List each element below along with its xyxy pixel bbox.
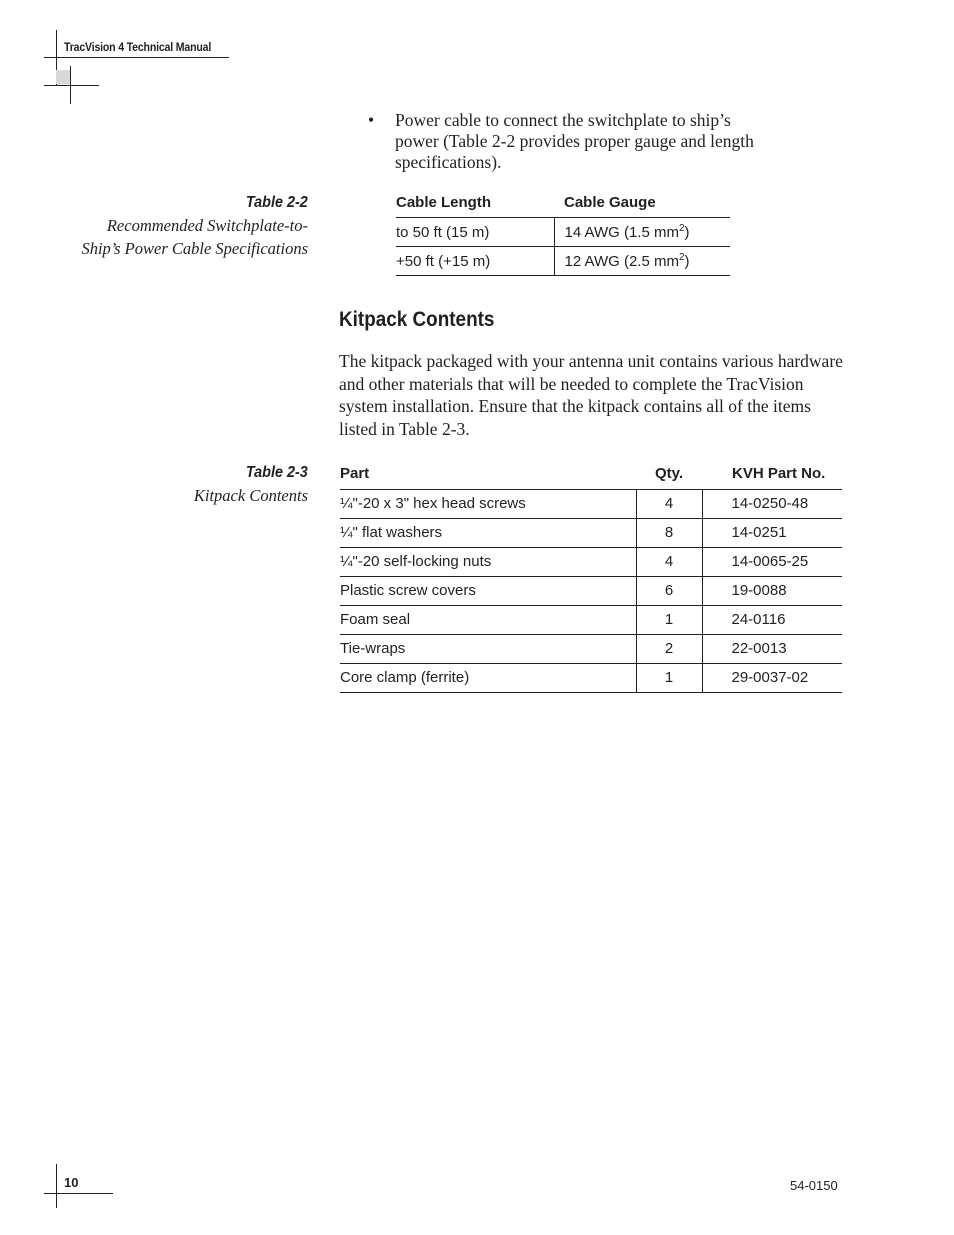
cell-part: ¼" flat washers [340,518,636,547]
cell-cable-length: to 50 ft (15 m) [396,218,554,247]
cell-part: ¼"-20 x 3" hex head screws [340,489,636,518]
cell-qty: 1 [636,605,702,634]
table-row [340,547,842,576]
gauge-close: ) [684,253,690,270]
gauge-text: 12 AWG (2.5 mm [564,253,679,270]
footer-rule [44,1193,113,1194]
cell-part: ¼"-20 self-locking nuts [340,547,636,576]
cell-cable-gauge [554,218,730,247]
cell-part: Core clamp (ferrite) [340,663,636,692]
cell-qty: 2 [636,634,702,663]
bullet-symbol: • [368,110,375,130]
section-paragraph: The kitpack packaged with your antenna unit contains various hardware and other materials that will be needed to complete the TracVision system installation. Ensure that the kitpack contains all of the items listed in Table 2-3. [339,351,843,439]
table-row [340,489,842,518]
gauge-superscript: 2 [678,223,685,234]
crop-mark-horizontal [44,85,99,86]
table-2-2-label: Table 2-2 [246,194,308,211]
cell-part-number: 14-0251 [702,518,842,547]
cell-part-number: 14-0065-25 [702,547,842,576]
gauge-close: ) [684,224,690,241]
table-row [340,605,842,634]
footer-crop-vertical [56,1164,57,1208]
cell-qty: 8 [636,518,702,547]
cell-qty: 4 [636,547,702,576]
section-heading: Kitpack Contents [339,308,495,331]
column-header-qty: Qty. [636,458,702,489]
table-row [340,576,842,605]
gauge-text: 14 AWG (1.5 mm [564,224,679,241]
table-header-row [396,188,730,218]
bullet-text: Power cable to connect the switchplate to ship’s power (Table 2-2 provides proper gauge and length specifications). [395,110,754,172]
table-2-2-description: Recommended Switchplate-to-Ship’s Power Cable Specifications [81,216,308,258]
cell-part: Foam seal [340,605,636,634]
cell-part-number: 22-0013 [702,634,842,663]
table-row [396,218,730,247]
page-number: 10 [64,1175,79,1190]
cell-part-number: 29-0037-02 [702,663,842,692]
cell-qty: 4 [636,489,702,518]
table-row [396,247,730,276]
cell-cable-length: +50 ft (+15 m) [396,247,554,276]
cell-part-number: 19-0088 [702,576,842,605]
cell-part-number: 14-0250-48 [702,489,842,518]
column-header-cable-gauge: Cable Gauge [554,188,730,218]
column-header-part-number: KVH Part No. [702,458,842,489]
cable-spec-table [396,188,730,276]
column-header-cable-length: Cable Length [396,188,554,218]
registration-square [56,70,70,84]
column-header-part: Part [340,458,636,489]
table-2-3-description: Kitpack Contents [193,486,308,505]
cell-cable-gauge [554,247,730,276]
cell-qty: 6 [636,576,702,605]
table-row [340,518,842,547]
cell-part-number: 24-0116 [702,605,842,634]
table-header-row [340,458,842,489]
kitpack-contents-table [340,458,842,693]
header-rule [44,57,229,58]
table-2-3-label: Table 2-3 [246,464,308,481]
document-number: 54-0150 [790,1178,838,1193]
gauge-superscript: 2 [678,252,685,263]
cell-qty: 1 [636,663,702,692]
cell-part: Plastic screw covers [340,576,636,605]
cell-part: Tie-wraps [340,634,636,663]
table-row [340,663,842,692]
table-row [340,634,842,663]
running-header-title: TracVision 4 Technical Manual [64,40,212,54]
